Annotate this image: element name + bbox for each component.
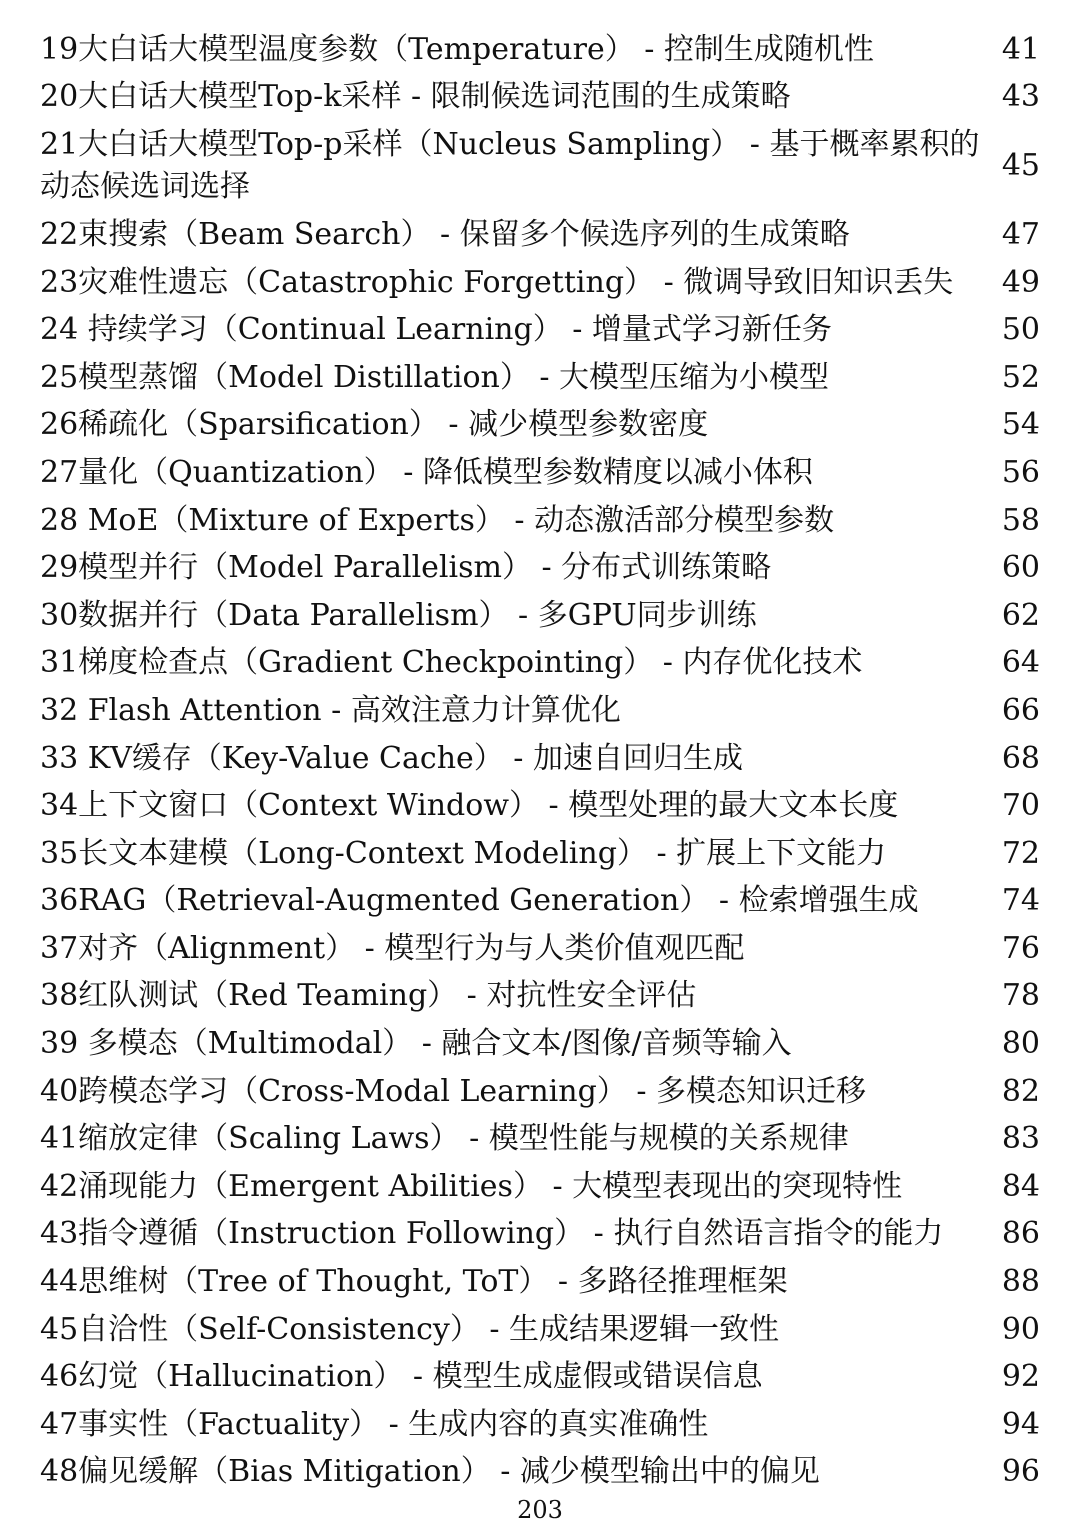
toc-entry[interactable] — [40, 259, 1040, 307]
toc-entry[interactable] — [40, 592, 1040, 640]
toc-entry-title: 40跨模态学习（Cross-Modal Learning） - 多模态知识迁移 — [40, 1073, 867, 1109]
toc-entry-title: 47事实性（Factuality） - 生成内容的真实准确性 — [40, 1406, 709, 1442]
toc-entry[interactable] — [40, 830, 1040, 878]
toc-entry-title: 27量化（Quantization） - 降低模型参数精度以减小体积 — [40, 454, 813, 490]
toc-entry-page: 86 — [1001, 1216, 1040, 1252]
toc-entry-page: 49 — [1001, 264, 1040, 300]
toc-entry[interactable] — [40, 449, 1040, 497]
toc-entry-title: 37对齐（Alignment） - 模型行为与人类价值观匹配 — [40, 930, 745, 966]
toc-entry[interactable] — [40, 1449, 1040, 1497]
toc-entry-title: 34上下文窗口（Context Window） - 模型处理的最大文本长度 — [40, 788, 899, 824]
toc-entry[interactable] — [40, 1211, 1040, 1259]
toc-entry[interactable] — [40, 1353, 1040, 1401]
toc-entry-page: 45 — [1001, 148, 1040, 184]
toc-entry-title: 24 持续学习（Continual Learning） - 增量式学习新任务 — [40, 312, 832, 348]
toc-entry-page: 96 — [1001, 1454, 1040, 1490]
toc-entry-title: 46幻觉（Hallucination） - 模型生成虚假或错误信息 — [40, 1359, 763, 1395]
toc-entry[interactable] — [40, 354, 1040, 402]
toc-entry[interactable] — [40, 121, 1040, 211]
toc-entry[interactable] — [40, 306, 1040, 354]
toc-entry-page: 68 — [1001, 740, 1040, 776]
toc-entry-title: 38红队测试（Red Teaming） - 对抗性安全评估 — [40, 978, 697, 1014]
toc-entry[interactable] — [40, 544, 1040, 592]
toc-entry-page: 62 — [1001, 597, 1040, 633]
toc-entry-page: 58 — [1001, 502, 1040, 538]
toc-entry-title: 22束搜索（Beam Search） - 保留多个候选序列的生成策略 — [40, 216, 850, 252]
toc-entry-title: 21大白话大模型Top-p采样（Nucleus Sampling） - 基于概率累积的动态候选词选择 — [40, 127, 980, 205]
toc-entry-page: 90 — [1001, 1311, 1040, 1347]
toc-entry-page: 52 — [1001, 359, 1040, 395]
toc-entry-page: 88 — [1001, 1264, 1040, 1300]
toc-entry[interactable] — [40, 1163, 1040, 1211]
toc-entry[interactable] — [40, 1258, 1040, 1306]
toc-entry-page: 50 — [1001, 312, 1040, 348]
toc-entry-title: 43指令遵循（Instruction Following） - 执行自然语言指令的能力 — [40, 1216, 944, 1252]
toc-entry-page: 76 — [1001, 930, 1040, 966]
toc-entry-page: 47 — [1001, 216, 1040, 252]
toc-entry[interactable] — [40, 878, 1040, 926]
toc-entry[interactable] — [40, 640, 1040, 688]
toc-entry-title: 26稀疏化（Sparsification） - 减少模型参数密度 — [40, 407, 709, 443]
toc-entry-title: 30数据并行（Data Parallelism） - 多GPU同步训练 — [40, 597, 757, 633]
toc-entry[interactable] — [40, 1401, 1040, 1449]
toc-entry-page: 72 — [1001, 835, 1040, 871]
toc-entry-title: 19大白话大模型温度参数（Temperature） - 控制生成随机性 — [40, 31, 874, 67]
toc-entry-title: 28 MoE（Mixture of Experts） - 动态激活部分模型参数 — [40, 502, 835, 538]
toc-entry-page: 64 — [1001, 645, 1040, 681]
toc-entry-page: 92 — [1001, 1359, 1040, 1395]
toc-entry-title: 31梯度检查点（Gradient Checkpointing） - 内存优化技术 — [40, 645, 863, 681]
toc-entry-page: 84 — [1001, 1168, 1040, 1204]
toc-entry-page: 94 — [1001, 1406, 1040, 1442]
toc-entry-title: 29模型并行（Model Parallelism） - 分布式训练策略 — [40, 550, 772, 586]
toc-entry[interactable] — [40, 26, 1040, 74]
toc-entry[interactable] — [40, 1306, 1040, 1354]
toc-entry-title: 48偏见缓解（Bias Mitigation） - 减少模型输出中的偏见 — [40, 1454, 820, 1490]
toc-entry-page: 80 — [1001, 1026, 1040, 1062]
toc-entry[interactable] — [40, 925, 1040, 973]
toc-entry[interactable] — [40, 1068, 1040, 1116]
toc-entry[interactable] — [40, 973, 1040, 1021]
toc-entry-page: 60 — [1001, 550, 1040, 586]
toc-entry[interactable] — [40, 782, 1040, 830]
toc-entry-title: 33 KV缓存（Key-Value Cache） - 加速自回归生成 — [40, 740, 743, 776]
toc-entry-title: 23灾难性遗忘（Catastrophic Forgetting） - 微调导致旧知识丢失 — [40, 264, 954, 300]
toc-entry-page: 66 — [1001, 692, 1040, 728]
toc-entry-page: 54 — [1001, 407, 1040, 443]
toc-entry-page: 70 — [1001, 788, 1040, 824]
toc-entry-page: 78 — [1001, 978, 1040, 1014]
toc-entry-page: 74 — [1001, 883, 1040, 919]
toc-entry[interactable] — [40, 74, 1040, 122]
toc-entry-page: 56 — [1001, 454, 1040, 490]
toc-entry[interactable] — [40, 1020, 1040, 1068]
toc-entry[interactable] — [40, 497, 1040, 545]
page-number: 203 — [517, 1496, 563, 1524]
toc-entry-title: 41缩放定律（Scaling Laws） - 模型性能与规模的关系规律 — [40, 1121, 849, 1157]
toc-entry-page: 41 — [1001, 31, 1040, 67]
toc-entry-title: 39 多模态（Multimodal） - 融合文本/图像/音频等输入 — [40, 1026, 792, 1062]
toc-entry-title: 42涌现能力（Emergent Abilities） - 大模型表现出的突现特性 — [40, 1168, 903, 1204]
toc-entry-title: 20大白话大模型Top-k采样 - 限制候选词范围的生成策略 — [40, 79, 791, 115]
toc-entry[interactable] — [40, 687, 1040, 735]
toc-entry[interactable] — [40, 735, 1040, 783]
toc-entry-title: 25模型蒸馏（Model Distillation） - 大模型压缩为小模型 — [40, 359, 830, 395]
toc-entry-title: 32 Flash Attention - 高效注意力计算优化 — [40, 692, 621, 728]
toc-entry-title: 44思维树（Tree of Thought, ToT） - 多路径推理框架 — [40, 1264, 788, 1300]
toc-entry-title: 35长文本建模（Long-Context Modeling） - 扩展上下文能力 — [40, 835, 887, 871]
toc-entry[interactable] — [40, 1115, 1040, 1163]
table-of-contents — [40, 26, 1040, 1496]
toc-entry-page: 82 — [1001, 1073, 1040, 1109]
toc-entry[interactable] — [40, 402, 1040, 450]
toc-entry-page: 83 — [1001, 1121, 1040, 1157]
toc-entry-title: 36RAG（Retrieval-Augmented Generation） - 检索增强生成 — [40, 883, 919, 919]
toc-entry-title: 45自洽性（Self-Consistency） - 生成结果逻辑一致性 — [40, 1311, 780, 1347]
toc-entry-page: 43 — [1001, 79, 1040, 115]
toc-entry[interactable] — [40, 211, 1040, 259]
